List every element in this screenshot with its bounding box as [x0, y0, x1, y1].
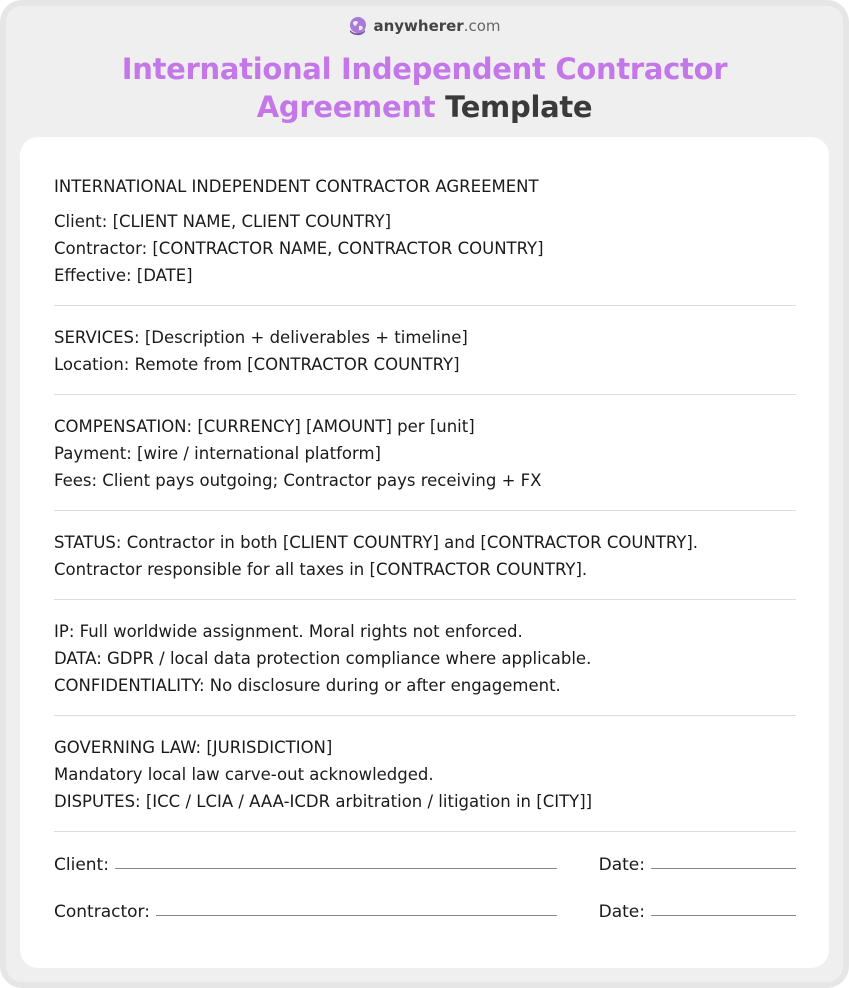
- section-status: [54, 511, 796, 599]
- globe-hand-icon: [348, 16, 368, 36]
- title-line-1: [0, 50, 849, 88]
- text-line: STATUS: Contractor in both [CLIENT COUNTRY] and [CONTRACTOR COUNTRY].: [54, 533, 699, 552]
- section-parties: [54, 208, 796, 305]
- logo: [0, 16, 849, 36]
- title-rest: Template: [445, 90, 593, 124]
- text-line: Contractor responsible for all taxes in [CONTRACTOR COUNTRY].: [54, 560, 588, 579]
- logo-wordmark: [373, 17, 500, 35]
- agreement-card: [20, 137, 829, 968]
- client-date-line[interactable]: [651, 868, 796, 869]
- text-line: Payment: [wire / international platform]: [54, 444, 381, 463]
- agreement-content: [54, 173, 796, 922]
- page-title: [0, 50, 849, 126]
- client-date-label: Date:: [598, 855, 645, 875]
- title-line-2: [0, 88, 849, 126]
- text-line: IP: Full worldwide assignment. Moral rights not enforced.: [54, 622, 523, 641]
- client-signature-label: Client:: [54, 855, 109, 875]
- text-line: COMPENSATION: [CURRENCY] [AMOUNT] per [unit]: [54, 417, 475, 436]
- text-line: SERVICES: [Description + deliverables + timeline]: [54, 328, 468, 347]
- text-line: DISPUTES: [ICC / LCIA / AAA-ICDR arbitration / litigation in [CITY]]: [54, 792, 593, 811]
- text-line: DATA: GDPR / local data protection compliance where applicable.: [54, 649, 592, 668]
- text-line: Location: Remote from [CONTRACTOR COUNTRY]: [54, 355, 460, 374]
- text-line: CONFIDENTIALITY: No disclosure during or after engagement.: [54, 676, 561, 695]
- section-law: [54, 716, 796, 831]
- contractor-signature-label: Contractor:: [54, 902, 150, 922]
- text-line: Mandatory local law carve-out acknowledged.: [54, 765, 434, 784]
- text-line: Client: [CLIENT NAME, CLIENT COUNTRY]: [54, 212, 392, 231]
- contractor-date-label: Date:: [598, 902, 645, 922]
- contractor-signature-row: [54, 895, 796, 922]
- section-ip: [54, 600, 796, 715]
- text-line: Fees: Client pays outgoing; Contractor pays receiving + FX: [54, 471, 542, 490]
- contractor-date-line[interactable]: [651, 915, 796, 916]
- client-signature-line[interactable]: [115, 868, 557, 869]
- text-line: Effective: [DATE]: [54, 266, 193, 285]
- text-line: GOVERNING LAW: [JURISDICTION]: [54, 738, 333, 757]
- document-heading: INTERNATIONAL INDEPENDENT CONTRACTOR AGREEMENT: [54, 177, 539, 196]
- section-services: [54, 306, 796, 394]
- title-accent-2: Agreement: [256, 90, 436, 124]
- contractor-signature-line[interactable]: [156, 915, 557, 916]
- section-compensation: [54, 395, 796, 510]
- logo-brand: anywherer: [373, 17, 464, 35]
- logo-tld: .com: [463, 17, 501, 35]
- client-signature-row: [54, 848, 796, 875]
- title-accent-1: International Independent Contractor: [121, 52, 728, 86]
- text-line: Contractor: [CONTRACTOR NAME, CONTRACTOR COUNTRY]: [54, 239, 544, 258]
